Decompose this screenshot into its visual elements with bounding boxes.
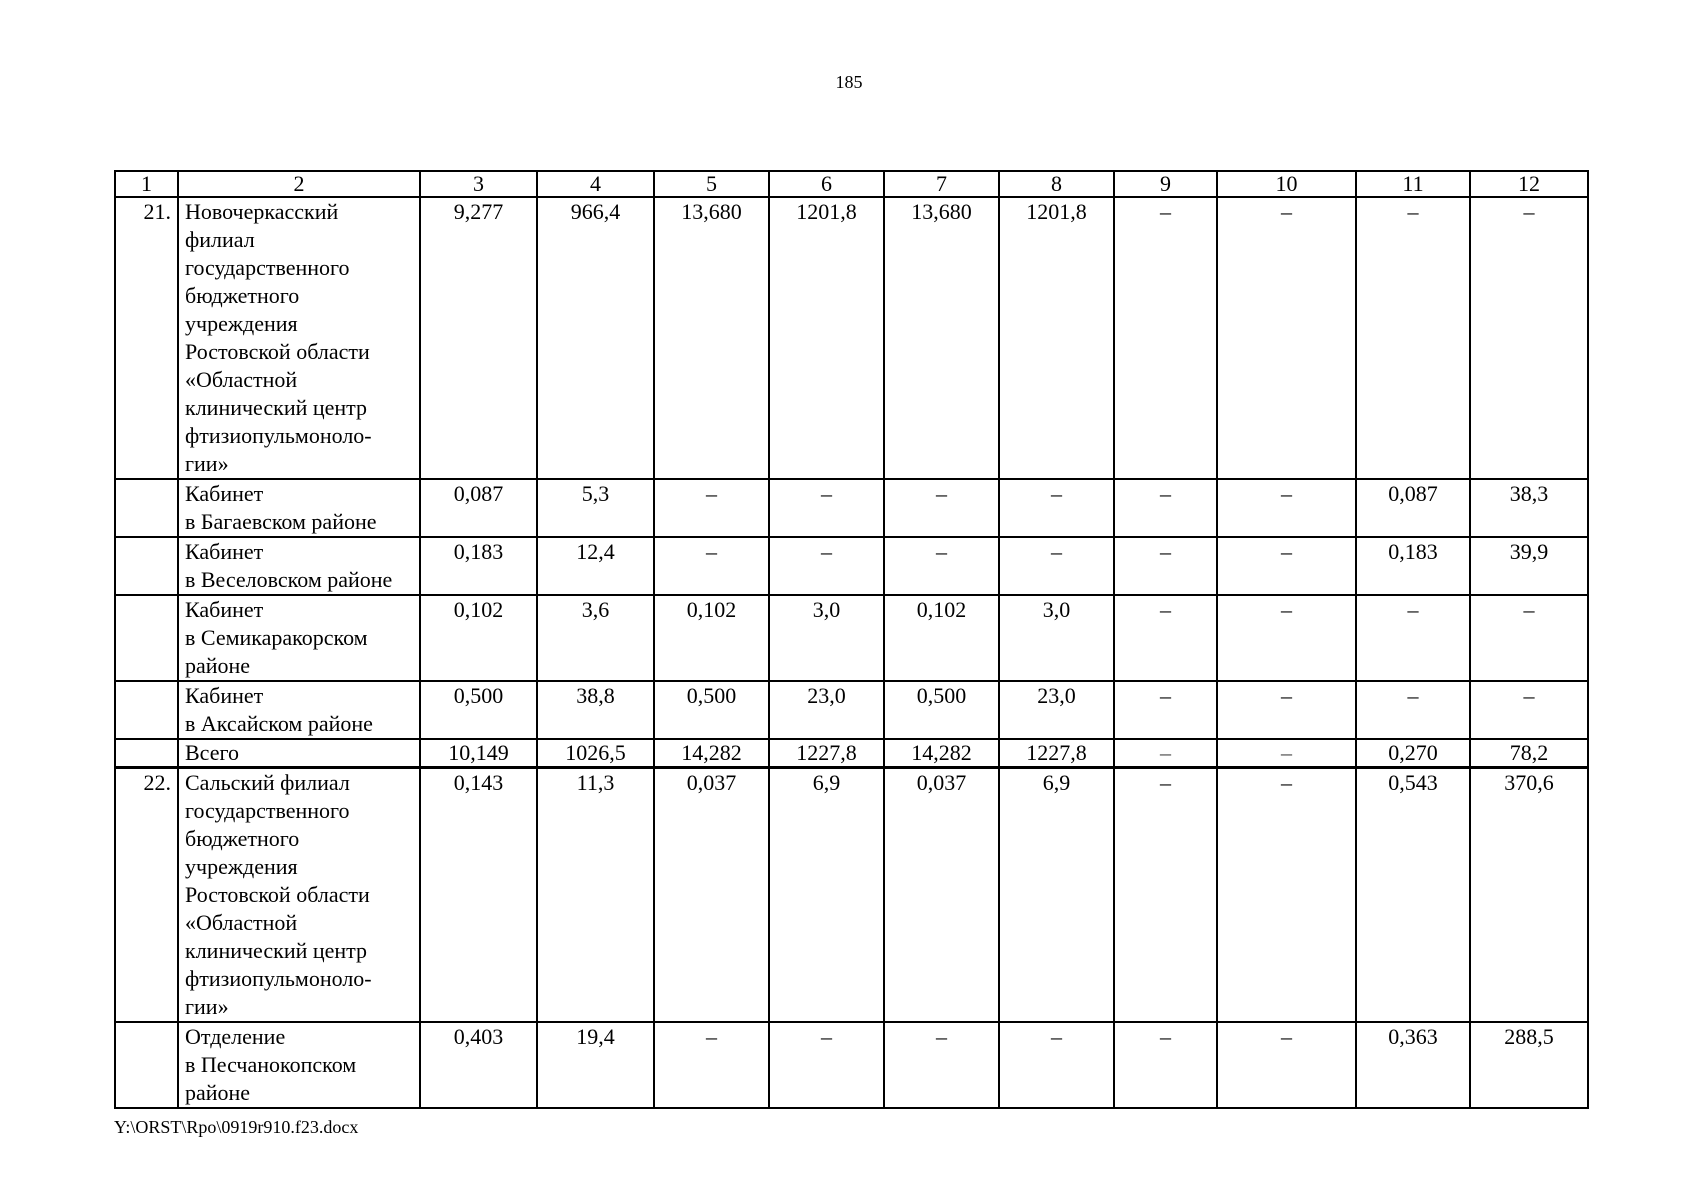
table-row [115,479,1588,537]
cell-value: 10,149 [420,739,537,768]
row-name [178,1022,420,1108]
column-header: 9 [1114,171,1217,197]
cell-value: 0,102 [420,595,537,681]
cell-value: 0,500 [420,681,537,739]
row-name [178,739,420,768]
row-name-line: гии» [185,994,229,1019]
cell-value: 38,8 [537,681,654,739]
cell-value: – [1470,595,1588,681]
cell-value: 1201,8 [999,197,1114,479]
cell-value: – [1356,681,1470,739]
row-name-line: Кабинет [185,683,264,708]
row-name [178,197,420,479]
row-name-line: государственного [185,798,350,823]
row-name-line: Всего [185,740,239,765]
cell-value: 0,543 [1356,768,1470,1023]
cell-value: – [1217,739,1356,768]
cell-value: 78,2 [1470,739,1588,768]
cell-value: 0,363 [1356,1022,1470,1108]
data-table [114,170,1589,1109]
cell-value: 12,4 [537,537,654,595]
row-name-line: Кабинет [185,539,264,564]
row-name-line: в Багаевском районе [185,509,377,534]
cell-value: 39,9 [1470,537,1588,595]
cell-value: 6,9 [999,768,1114,1023]
cell-value: – [1114,768,1217,1023]
cell-value: 288,5 [1470,1022,1588,1108]
cell-value: – [884,1022,999,1108]
row-name-line: клинический центр [185,938,368,963]
cell-value: – [1114,197,1217,479]
column-header: 12 [1470,171,1588,197]
cell-value: 3,0 [999,595,1114,681]
cell-value: 14,282 [654,739,769,768]
table-body [115,171,1588,1108]
row-name-line: гии» [185,451,229,476]
cell-value: 0,500 [884,681,999,739]
cell-value: – [1217,479,1356,537]
cell-value: 6,9 [769,768,884,1023]
row-name-line: Кабинет [185,597,264,622]
cell-value: – [1114,739,1217,768]
cell-value: 13,680 [884,197,999,479]
column-header: 3 [420,171,537,197]
cell-value: – [654,537,769,595]
cell-value: – [1217,681,1356,739]
cell-value: 1227,8 [769,739,884,768]
table-total-row [115,739,1588,768]
row-name-line: районе [185,653,251,678]
cell-value: – [1217,595,1356,681]
row-name-line: в Песчанокопском [185,1052,357,1077]
cell-value: – [1217,197,1356,479]
row-number [115,537,178,595]
cell-value: 1227,8 [999,739,1114,768]
row-number: 22. [115,768,178,1023]
cell-value: 0,037 [884,768,999,1023]
cell-value: – [1114,537,1217,595]
footer-file-path: Y:\ORST\Rpo\0919r910.f23.docx [114,1117,359,1137]
cell-value: 0,102 [884,595,999,681]
row-name-line: фтизиопульмоноло- [185,966,372,991]
cell-value: – [1114,1022,1217,1108]
row-name-line: государственного [185,255,350,280]
cell-value: 0,183 [420,537,537,595]
row-name-line: «Областной [185,910,298,935]
row-number [115,595,178,681]
row-name-line: Сальский филиал [185,770,350,795]
page-number: 185 [835,72,863,92]
table-row [115,768,1588,1023]
cell-value: 23,0 [999,681,1114,739]
cell-value: 1026,5 [537,739,654,768]
row-name-line: клинический центр [185,395,368,420]
row-name-line: в Аксайском районе [185,711,373,736]
row-name [178,537,420,595]
table-row [115,537,1588,595]
cell-value: 0,403 [420,1022,537,1108]
column-header: 10 [1217,171,1356,197]
table-row [115,1022,1588,1108]
row-name [178,768,420,1023]
cell-value: – [1470,197,1588,479]
cell-value: 3,6 [537,595,654,681]
row-number: 21. [115,197,178,479]
row-name [178,479,420,537]
cell-value: 370,6 [1470,768,1588,1023]
cell-value: – [654,1022,769,1108]
column-header: 6 [769,171,884,197]
cell-value: 11,3 [537,768,654,1023]
cell-value: – [1114,595,1217,681]
cell-value: 966,4 [537,197,654,479]
table-row [115,595,1588,681]
column-header: 11 [1356,171,1470,197]
cell-value: 13,680 [654,197,769,479]
row-name-line: Ростовской области [185,339,370,364]
row-name [178,595,420,681]
row-name-line: Отделение [185,1024,286,1049]
cell-value: 23,0 [769,681,884,739]
row-name [178,681,420,739]
cell-value: 1201,8 [769,197,884,479]
cell-value: – [999,479,1114,537]
row-name-line: в Семикаракорском [185,625,368,650]
cell-value: – [769,1022,884,1108]
cell-value: 19,4 [537,1022,654,1108]
row-name-line: учреждения [185,854,298,879]
row-name-line: бюджетного [185,283,300,308]
cell-value: 0,087 [1356,479,1470,537]
cell-value: – [884,479,999,537]
cell-value: 5,3 [537,479,654,537]
row-name-line: Кабинет [185,481,264,506]
cell-value: – [1356,197,1470,479]
cell-value: 9,277 [420,197,537,479]
cell-value: – [884,537,999,595]
row-number [115,479,178,537]
column-header: 4 [537,171,654,197]
row-name-line: филиал [185,227,255,252]
row-name-line: учреждения [185,311,298,336]
column-header: 5 [654,171,769,197]
column-header: 7 [884,171,999,197]
cell-value: 0,270 [1356,739,1470,768]
cell-value: 0,037 [654,768,769,1023]
table-row [115,681,1588,739]
cell-value: – [1114,681,1217,739]
table-row [115,197,1588,479]
cell-value: 14,282 [884,739,999,768]
row-name-line: бюджетного [185,826,300,851]
column-header: 8 [999,171,1114,197]
cell-value: – [654,479,769,537]
row-name-line: Ростовской области [185,882,370,907]
cell-value: – [1217,1022,1356,1108]
row-name-line: районе [185,1080,251,1105]
cell-value: – [1114,479,1217,537]
cell-value: 0,500 [654,681,769,739]
cell-value: – [769,537,884,595]
row-name-line: «Областной [185,367,298,392]
column-header: 2 [178,171,420,197]
cell-value: – [769,479,884,537]
row-name-line: в Веселовском районе [185,567,393,592]
cell-value: – [1470,681,1588,739]
cell-value: – [1217,537,1356,595]
cell-value: – [999,1022,1114,1108]
row-name-line: фтизиопульмоноло- [185,423,372,448]
row-number [115,1022,178,1108]
cell-value: 0,102 [654,595,769,681]
cell-value: 0,183 [1356,537,1470,595]
cell-value: 0,087 [420,479,537,537]
cell-value: 38,3 [1470,479,1588,537]
table-header-row [115,171,1588,197]
cell-value: – [1356,595,1470,681]
cell-value: 3,0 [769,595,884,681]
row-name-line: Новочеркасский [185,199,339,224]
cell-value: – [1217,768,1356,1023]
row-number [115,739,178,768]
row-number [115,681,178,739]
cell-value: – [999,537,1114,595]
cell-value: 0,143 [420,768,537,1023]
column-header: 1 [115,171,178,197]
